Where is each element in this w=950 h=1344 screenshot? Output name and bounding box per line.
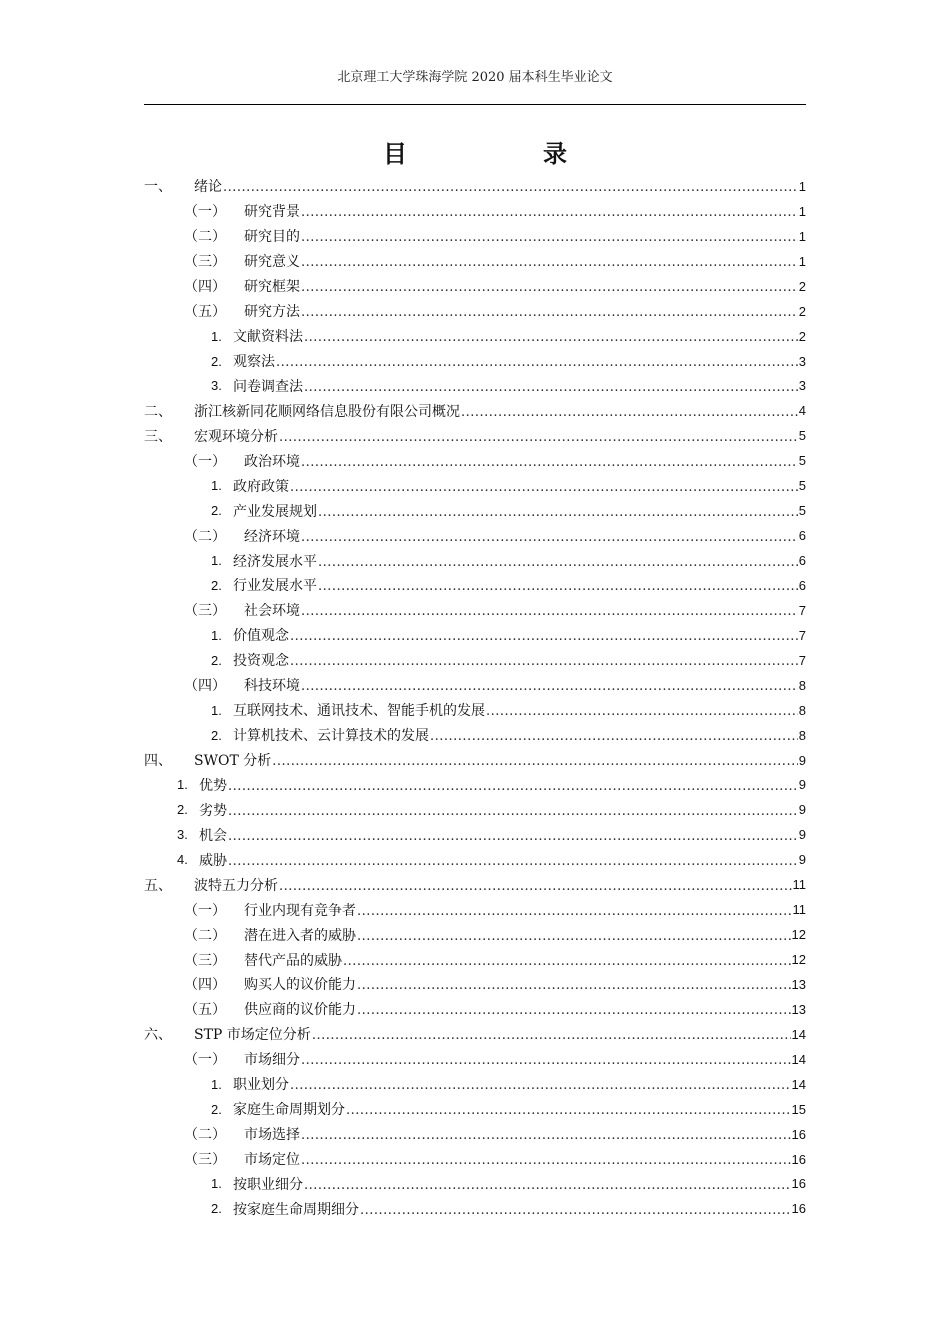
dot-leader <box>301 1125 791 1143</box>
toc-entry-page: 8 <box>798 677 806 693</box>
toc-entry[interactable] <box>144 374 806 399</box>
toc-entry-title: 文献资料法 <box>233 329 303 346</box>
toc-entry-number: 六、 <box>144 1027 172 1044</box>
toc-entry-title: 经济发展水平 <box>233 553 317 570</box>
toc-entry-page: 11 <box>792 877 806 893</box>
toc-entry-number: （二） <box>184 229 226 246</box>
dot-leader <box>357 901 792 919</box>
toc-entry[interactable] <box>144 972 806 997</box>
toc-entry-number: 1. <box>211 328 222 344</box>
toc-entry-page: 9 <box>798 802 806 818</box>
toc-entry-page: 15 <box>791 1101 806 1117</box>
toc-entry-page: 7 <box>798 627 806 643</box>
toc-title: 目 录 <box>383 139 623 168</box>
toc-entry[interactable] <box>144 1122 806 1147</box>
toc-entry-title: 经济环境 <box>244 528 300 545</box>
toc-entry-page: 2 <box>798 278 806 294</box>
toc-entry-page: 6 <box>798 528 806 544</box>
toc-entry-page: 7 <box>798 602 806 618</box>
dot-leader <box>301 252 798 270</box>
toc-entry-number: 二、 <box>144 403 172 420</box>
dot-leader <box>301 277 798 295</box>
toc-entry-page: 4 <box>798 403 806 419</box>
toc-entry[interactable] <box>144 473 806 498</box>
toc-entry[interactable] <box>144 623 806 648</box>
toc-entry[interactable] <box>144 847 806 872</box>
dot-leader <box>301 1150 791 1168</box>
dot-leader <box>301 601 798 619</box>
toc-entry-title: 劣势 <box>199 802 227 819</box>
dot-leader <box>301 1050 791 1068</box>
toc-entry-number: （一） <box>184 902 226 919</box>
toc-entry-page: 9 <box>798 752 806 768</box>
toc-entry-page: 2 <box>798 328 806 344</box>
toc-entry-title: 市场选择 <box>244 1127 300 1144</box>
toc-entry-number: 1. <box>211 1176 222 1192</box>
toc-entry-page: 11 <box>792 902 806 918</box>
toc-entry-title: 社会环境 <box>244 603 300 620</box>
toc-entry-number: （三） <box>184 952 226 969</box>
toc-entry-number: （五） <box>184 1002 226 1019</box>
toc-entry-title: 研究方法 <box>244 304 300 321</box>
toc-entry[interactable] <box>144 773 806 798</box>
dot-leader <box>318 552 798 570</box>
toc-entry-number: （一） <box>184 453 226 470</box>
toc-entry-number: 四、 <box>144 753 172 770</box>
toc-entry[interactable] <box>144 1047 806 1072</box>
toc-entry[interactable] <box>144 1172 806 1197</box>
toc-entry-title: 计算机技术、云计算技术的发展 <box>233 728 429 745</box>
toc-entry-title: 投资观念 <box>233 653 289 670</box>
toc-entry-page: 8 <box>798 727 806 743</box>
toc-entry-number: 1. <box>211 478 222 494</box>
toc-entry[interactable] <box>144 1072 806 1097</box>
toc-entry-page: 6 <box>798 553 806 569</box>
toc-entry-page: 5 <box>798 478 806 494</box>
toc-entry-page: 6 <box>798 577 806 593</box>
dot-leader <box>301 452 798 470</box>
toc-entry-number: 2. <box>211 353 222 369</box>
dot-leader <box>276 352 798 370</box>
toc-entry-page: 2 <box>798 303 806 319</box>
toc-entry-number: （五） <box>184 304 226 321</box>
toc-entry[interactable] <box>144 249 806 274</box>
toc-entry-number: 3. <box>211 378 222 394</box>
toc-entry-title: 产业发展规划 <box>233 503 317 520</box>
toc-entry-title: 研究背景 <box>244 204 300 221</box>
toc-entry[interactable] <box>144 673 806 698</box>
dot-leader <box>357 926 791 944</box>
toc-entry-page: 5 <box>798 503 806 519</box>
toc-entry[interactable] <box>144 598 806 623</box>
toc-entry-title: 波特五力分析 <box>194 877 278 894</box>
dot-leader <box>301 676 798 694</box>
toc-entry-title: 观察法 <box>233 354 275 371</box>
dot-leader <box>486 701 798 719</box>
toc-entry[interactable] <box>144 897 806 922</box>
toc-entry-page: 16 <box>791 1201 806 1217</box>
toc-entry-number: 2. <box>211 577 222 593</box>
toc-entry-number: 2. <box>211 1201 222 1217</box>
toc-entry-title: 市场细分 <box>244 1052 300 1069</box>
toc-entry-number: 1. <box>177 777 188 793</box>
dot-leader <box>318 576 798 594</box>
toc-entry-title: 潜在进入者的威胁 <box>244 927 356 944</box>
toc-entry-title: 威胁 <box>199 852 227 869</box>
toc-entry[interactable] <box>144 648 806 673</box>
toc-entry-title: 浙江核新同花顺网络信息股份有限公司概况 <box>194 403 460 420</box>
toc-entry-number: 2. <box>211 727 222 743</box>
toc-entry-number: 一、 <box>144 179 172 196</box>
toc-entry-number: （二） <box>184 528 226 545</box>
toc-entry-page: 12 <box>791 927 806 943</box>
toc-entry-number: （三） <box>184 603 226 620</box>
dot-leader <box>430 726 798 744</box>
dot-leader <box>304 1175 791 1193</box>
toc-entry-number: （三） <box>184 254 226 271</box>
toc-entry-page: 1 <box>798 203 806 219</box>
toc-entry-title: 研究框架 <box>244 279 300 296</box>
dot-leader <box>301 302 798 320</box>
toc-entry-page: 14 <box>791 1051 806 1067</box>
toc-entry-title: 绪论 <box>194 179 222 196</box>
dot-leader <box>290 651 798 669</box>
toc-entry[interactable] <box>144 997 806 1022</box>
toc-entry-title: 行业发展水平 <box>233 578 317 595</box>
toc-entry-title: 机会 <box>199 827 227 844</box>
toc-entry[interactable] <box>144 922 806 947</box>
toc-entry-page: 14 <box>791 1026 806 1042</box>
toc-entry-page: 1 <box>798 178 806 194</box>
toc-entry-number: 1. <box>211 553 222 569</box>
toc-entry-number: 4. <box>177 852 188 868</box>
toc-entry-title: 优势 <box>199 777 227 794</box>
dot-leader <box>346 1100 791 1118</box>
dot-leader <box>228 801 798 819</box>
dot-leader <box>357 1000 791 1018</box>
toc-entry-page: 13 <box>791 976 806 992</box>
toc-entry[interactable] <box>144 523 806 548</box>
toc-entry[interactable] <box>144 872 806 897</box>
toc-entry[interactable] <box>144 748 806 773</box>
toc-entry-number: 2. <box>211 503 222 519</box>
toc-entry-number: 1. <box>211 627 222 643</box>
toc-entry-title: 家庭生命周期划分 <box>233 1102 345 1119</box>
toc-entry-page: 14 <box>791 1076 806 1092</box>
toc-entry[interactable] <box>144 548 806 573</box>
dot-leader <box>301 227 798 245</box>
toc-entry-number: 1. <box>211 1076 222 1092</box>
toc-entry-title: 研究目的 <box>244 229 300 246</box>
toc-entry-page: 1 <box>798 253 806 269</box>
toc-entry-page: 13 <box>791 1001 806 1017</box>
toc-entry[interactable] <box>144 174 806 199</box>
toc-entry-title: 政府政策 <box>233 478 289 495</box>
dot-leader <box>279 427 798 445</box>
toc-entry[interactable] <box>144 324 806 349</box>
dot-leader <box>301 202 798 220</box>
toc-entry-page: 16 <box>791 1176 806 1192</box>
table-of-contents <box>144 174 806 1221</box>
page-header: 北京理工大学珠海学院 2020 届本科生毕业论文 <box>337 70 613 85</box>
toc-entry[interactable] <box>144 1097 806 1122</box>
dot-leader <box>461 402 798 420</box>
toc-entry[interactable] <box>144 1196 806 1221</box>
toc-entry[interactable] <box>144 573 806 598</box>
dot-leader <box>228 776 798 794</box>
toc-entry-page: 8 <box>798 702 806 718</box>
toc-entry-number: （四） <box>184 279 226 296</box>
toc-entry-number: 3. <box>177 827 188 843</box>
toc-entry-title: 供应商的议价能力 <box>244 1002 356 1019</box>
toc-entry-number: 2. <box>177 802 188 818</box>
toc-entry-page: 7 <box>798 652 806 668</box>
toc-entry[interactable] <box>144 423 806 448</box>
toc-entry-number: （一） <box>184 204 226 221</box>
dot-leader <box>304 327 798 345</box>
toc-entry[interactable] <box>144 947 806 972</box>
dot-leader <box>290 626 798 644</box>
toc-entry-page: 3 <box>798 378 806 394</box>
dot-leader <box>301 527 798 545</box>
toc-entry-title: 宏观环境分析 <box>194 428 278 445</box>
toc-entry-number: 1. <box>211 702 222 718</box>
toc-entry-number: （一） <box>184 1052 226 1069</box>
toc-entry[interactable] <box>144 274 806 299</box>
header-divider <box>144 104 806 105</box>
dot-leader <box>318 502 798 520</box>
toc-entry[interactable] <box>144 448 806 473</box>
toc-entry[interactable] <box>144 199 806 224</box>
toc-entry-title: 价值观念 <box>233 628 289 645</box>
toc-entry[interactable] <box>144 723 806 748</box>
toc-entry-title: 互联网技术、通讯技术、智能手机的发展 <box>233 703 485 720</box>
dot-leader <box>312 1025 791 1043</box>
toc-entry-title: 按家庭生命周期细分 <box>233 1201 359 1218</box>
toc-entry[interactable] <box>144 698 806 723</box>
toc-entry[interactable] <box>144 224 806 249</box>
toc-entry-page: 9 <box>798 777 806 793</box>
toc-entry-title: 政治环境 <box>244 453 300 470</box>
toc-entry[interactable] <box>144 299 806 324</box>
toc-entry-title: 研究意义 <box>244 254 300 271</box>
dot-leader <box>223 177 798 195</box>
dot-leader <box>290 1075 791 1093</box>
dot-leader <box>228 851 798 869</box>
dot-leader <box>290 477 798 495</box>
toc-entry-number: 2. <box>211 1101 222 1117</box>
toc-entry[interactable] <box>144 398 806 423</box>
toc-entry[interactable] <box>144 498 806 523</box>
toc-entry-title: STP 市场定位分析 <box>194 1027 311 1044</box>
toc-entry[interactable] <box>144 797 806 822</box>
dot-leader <box>228 826 798 844</box>
toc-entry-title: 按职业细分 <box>233 1176 303 1193</box>
toc-entry-page: 5 <box>798 453 806 469</box>
toc-entry-page: 5 <box>798 428 806 444</box>
dot-leader <box>343 951 791 969</box>
toc-entry-page: 9 <box>798 827 806 843</box>
toc-entry-number: （四） <box>184 977 226 994</box>
toc-entry[interactable] <box>144 1022 806 1047</box>
toc-entry-title: SWOT 分析 <box>194 753 272 770</box>
dot-leader <box>272 751 798 769</box>
toc-entry-page: 1 <box>798 228 806 244</box>
toc-entry-page: 12 <box>791 952 806 968</box>
toc-entry[interactable] <box>144 1147 806 1172</box>
dot-leader <box>357 975 791 993</box>
dot-leader <box>360 1200 791 1218</box>
toc-entry[interactable] <box>144 349 806 374</box>
toc-entry[interactable] <box>144 822 806 847</box>
dot-leader <box>279 876 792 894</box>
toc-entry-number: （二） <box>184 927 226 944</box>
toc-entry-title: 科技环境 <box>244 678 300 695</box>
toc-entry-title: 职业划分 <box>233 1077 289 1094</box>
dot-leader <box>304 377 798 395</box>
toc-entry-title: 市场定位 <box>244 1152 300 1169</box>
toc-entry-title: 行业内现有竞争者 <box>244 902 356 919</box>
toc-entry-page: 16 <box>791 1126 806 1142</box>
toc-entry-title: 购买人的议价能力 <box>244 977 356 994</box>
toc-entry-number: （二） <box>184 1127 226 1144</box>
toc-entry-number: （三） <box>184 1152 226 1169</box>
toc-entry-number: 五、 <box>144 877 172 894</box>
toc-entry-number: 2. <box>211 652 222 668</box>
toc-entry-number: 三、 <box>144 428 172 445</box>
toc-entry-number: （四） <box>184 678 226 695</box>
toc-entry-title: 替代产品的威胁 <box>244 952 342 969</box>
toc-entry-page: 3 <box>798 353 806 369</box>
toc-entry-title: 问卷调查法 <box>233 378 303 395</box>
toc-entry-page: 16 <box>791 1151 806 1167</box>
toc-entry-page: 9 <box>798 852 806 868</box>
